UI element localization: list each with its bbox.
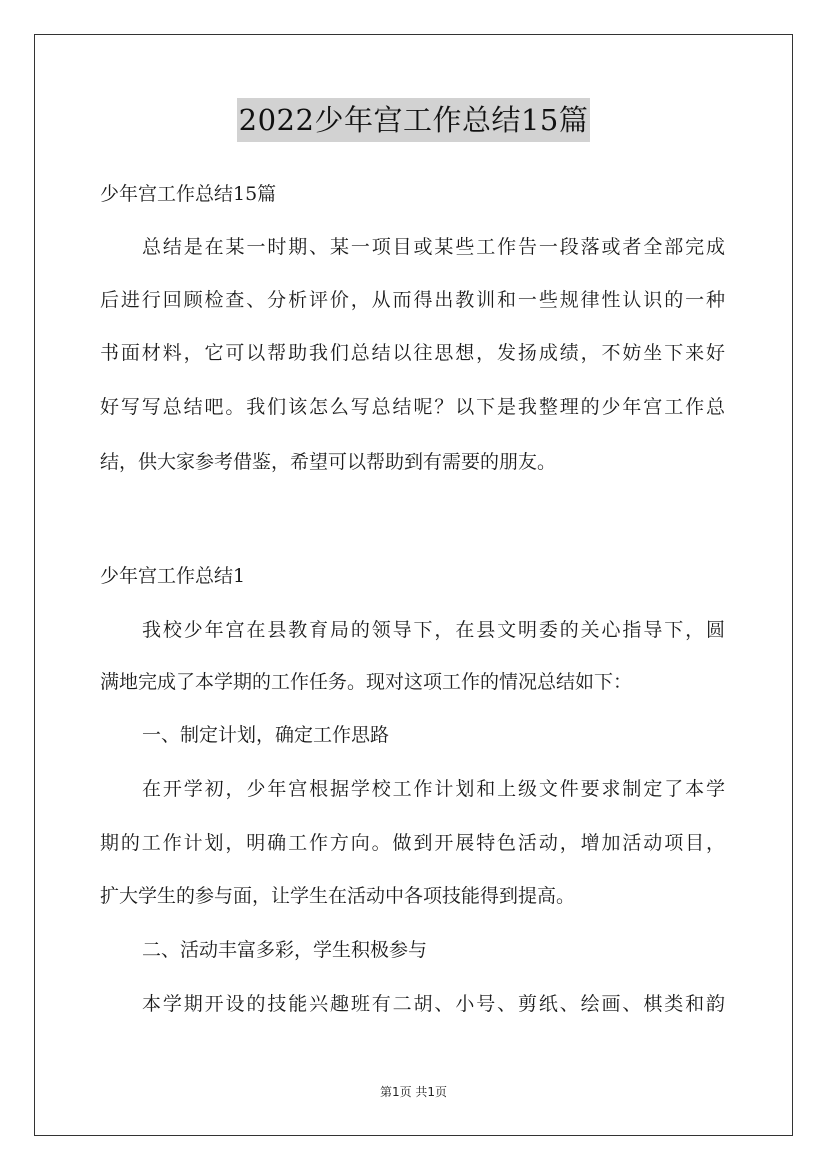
intro-line: 结，供大家参考借鉴，希望可以帮助到有需要的朋友。 [100, 451, 557, 473]
paragraph-line: 在开学初，少年宫根据学校工作计划和上级文件要求制定了本学 [142, 778, 725, 800]
intro-line: 好写写总结吧。我们该怎么写总结呢？以下是我整理的少年宫工作总 [100, 396, 725, 418]
intro-line: 书面材料，它可以帮助我们总结以往思想，发扬成绩，不妨坐下来好 [100, 342, 725, 364]
page-number: 第1页 共1页 [379, 1085, 448, 1099]
section-heading: 少年宫工作总结1 [100, 565, 246, 587]
paragraph-line: 我校少年宫在县教育局的领导下，在县文明委的关心指导下，圆 [142, 619, 725, 641]
paragraph-line: 扩大学生的参与面，让学生在活动中各项技能得到提高。 [100, 885, 576, 907]
paragraph-line: 期的工作计划，明确工作方向。做到开展特色活动，增加活动项目， [100, 832, 725, 854]
intro-line: 后进行回顾检查、分析评价，从而得出教训和一些规律性认识的一种 [100, 289, 725, 311]
title-container [0, 98, 827, 142]
document-subtitle: 少年宫工作总结15篇 [100, 183, 277, 205]
paragraph-line: 本学期开设的技能兴趣班有二胡、小号、剪纸、绘画、棋类和韵 [142, 993, 725, 1015]
subheading-plan: 一、制定计划，确定工作思路 [142, 724, 390, 746]
paragraph-line: 满地完成了本学期的工作任务。现对这项工作的情况总结如下： [100, 671, 633, 693]
subheading-activities: 二、活动丰富多彩，学生积极参与 [142, 939, 428, 961]
intro-line: 总结是在某一时期、某一项目或某些工作告一段落或者全部完成 [142, 236, 725, 258]
document-title: 2022少年宫工作总结15篇 [237, 98, 591, 142]
